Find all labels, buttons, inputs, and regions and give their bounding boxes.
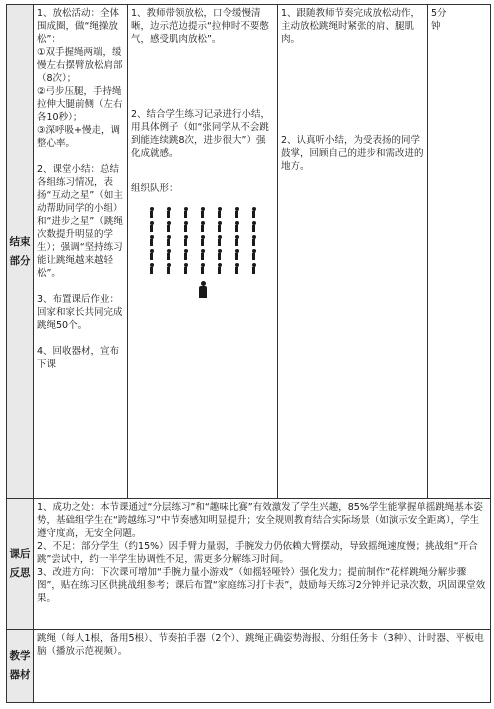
student-figure-icon: [200, 221, 205, 233]
student-figure-icon: [234, 207, 239, 219]
student-figure-icon: [149, 207, 154, 219]
student-figure-icon: [234, 235, 239, 247]
student-figure-icon: [217, 221, 222, 233]
student-item-2: 2、认真听小结，为受表扬的同学鼓掌，回顾自己的进步和需改进的地方。: [281, 135, 424, 172]
reflection-row: [7, 499, 491, 630]
student-item-1: 1、跟随教师节奏完成放松动作，主动放松跳绳时紧张的肩、腿肌肉。: [281, 8, 421, 45]
student-figure-icon: [149, 235, 154, 247]
student-figure-icon: [251, 221, 256, 233]
student-figure-icon: [251, 263, 256, 275]
teacher-figure-icon: [199, 281, 207, 299]
student-figure-icon: [200, 263, 205, 275]
student-figure-icon: [166, 263, 171, 275]
reflection-item-3: 3、改进方向：下次课可增加“手腕力量小游戏”（如摇轻哑铃）强化发力；提前制作“花样跳绳分解步骤图”，贴在练习区供挑战组参考；课后布置“家庭练习打卡表”，鼓励每天练习2分钟并记录次数，巩固课堂效果。: [37, 567, 486, 604]
content-item-1c: ③深呼吸+慢走，调整心率。: [37, 125, 120, 149]
student-figure-icon: [149, 263, 154, 275]
reflection-label: 课后反思: [7, 499, 34, 630]
student-figure-icon: [234, 263, 239, 275]
student-figure-icon: [200, 207, 205, 219]
student-figure-icon: [183, 249, 188, 261]
student-figure-icon: [251, 207, 256, 219]
student-figure-icon: [251, 235, 256, 247]
reflection-item-1: 1、成功之处：本节课通过“分层练习”和“趣味比赛”有效激发了学生兴趣，85%学生能掌握单摇跳绳基本姿势，基础组学生在“跨越练习”中节奏感知明显提升；安全规则教育结合实际场景（如演示安全距离），学生遵守度高，无安全问题。: [37, 502, 483, 539]
student-figure-icon: [217, 207, 222, 219]
end-section-content-cell: [34, 5, 128, 499]
student-figure-icon: [183, 221, 188, 233]
student-figure-icon: [251, 249, 256, 261]
student-figure-icon: [149, 221, 154, 233]
content-item-3: 3、布置课后作业：回家和家长共同完成跳绳50个。: [37, 294, 123, 331]
lesson-plan-table: [6, 4, 491, 703]
reflection-item-2: 2、不足：部分学生（约15%）因手臂力量弱，手腕发力仍依赖大臂摆动，导致摇绳速度慢；挑战组“开合跳”尝试中，约一半学生协调性不足，需更多分解练习时间。: [37, 541, 478, 565]
student-figure-icon: [217, 235, 222, 247]
student-figure-icon: [166, 249, 171, 261]
equipment-content: 跳绳（每人1根，备用5根）、节奏拍手器（2个）、跳绳正确姿势海报、分组任务卡（3种）、计时器、平板电脑（播放示范视频）。: [34, 630, 491, 703]
content-item-1a: ①双手握绳两端，缓慢左右摆臂放松肩部（8次）；: [37, 47, 123, 84]
student-figure-icon: [166, 235, 171, 247]
student-figure-icon: [183, 263, 188, 275]
end-section-row: [7, 5, 491, 499]
student-figure-icon: [217, 263, 222, 275]
end-section-label: 结束部分: [7, 5, 34, 499]
student-figure-icon: [149, 249, 154, 261]
student-figure-icon: [234, 249, 239, 261]
content-item-1: 1、放松活动：全体围成圈，做“绳操放松”：: [37, 8, 120, 45]
student-figure-icon: [217, 249, 222, 261]
time-value: 5分钟: [431, 8, 447, 32]
teacher-activity-cell: [128, 5, 278, 499]
student-figure-icon: [166, 207, 171, 219]
student-activity-cell: [278, 5, 428, 499]
reflection-content: [34, 499, 491, 630]
student-figure-icon: [200, 249, 205, 261]
time-cell: [428, 5, 491, 499]
student-figure-icon: [200, 235, 205, 247]
formation-diagram: [131, 201, 274, 311]
student-figure-icon: [183, 235, 188, 247]
formation-label: 组织队形：: [131, 183, 179, 194]
student-figure-icon: [234, 221, 239, 233]
lesson-plan-page: [6, 4, 490, 705]
student-figure-icon: [166, 221, 171, 233]
student-figure-icon: [183, 207, 188, 219]
equipment-label: 教学器材: [7, 630, 34, 703]
content-item-2: 2、课堂小结：总结各组练习情况，表扬“互动之星”（如主动帮助同学的小组）和“进步之星”（跳绳次数提升明显的学生）；强调“坚持练习能让跳绳越来越轻松”。: [37, 164, 123, 279]
equipment-row: [7, 630, 491, 703]
teacher-item-1: 1、教师带领放松，口令缓慢清晰，边示范边提示“拉伸时不要憋气，感受肌肉放松”。: [131, 8, 269, 45]
teacher-item-2: 2、结合学生练习记录进行小结，用具体例子（如“张同学从不会跳到能连续跳8次，进步很大”）强化成就感。: [131, 109, 271, 159]
content-item-4: 4、回收器材，宣布下课: [37, 346, 120, 370]
content-item-1b: ②弓步压腿，手持绳拉伸大腿前侧（左右各10秒）；: [37, 86, 123, 123]
